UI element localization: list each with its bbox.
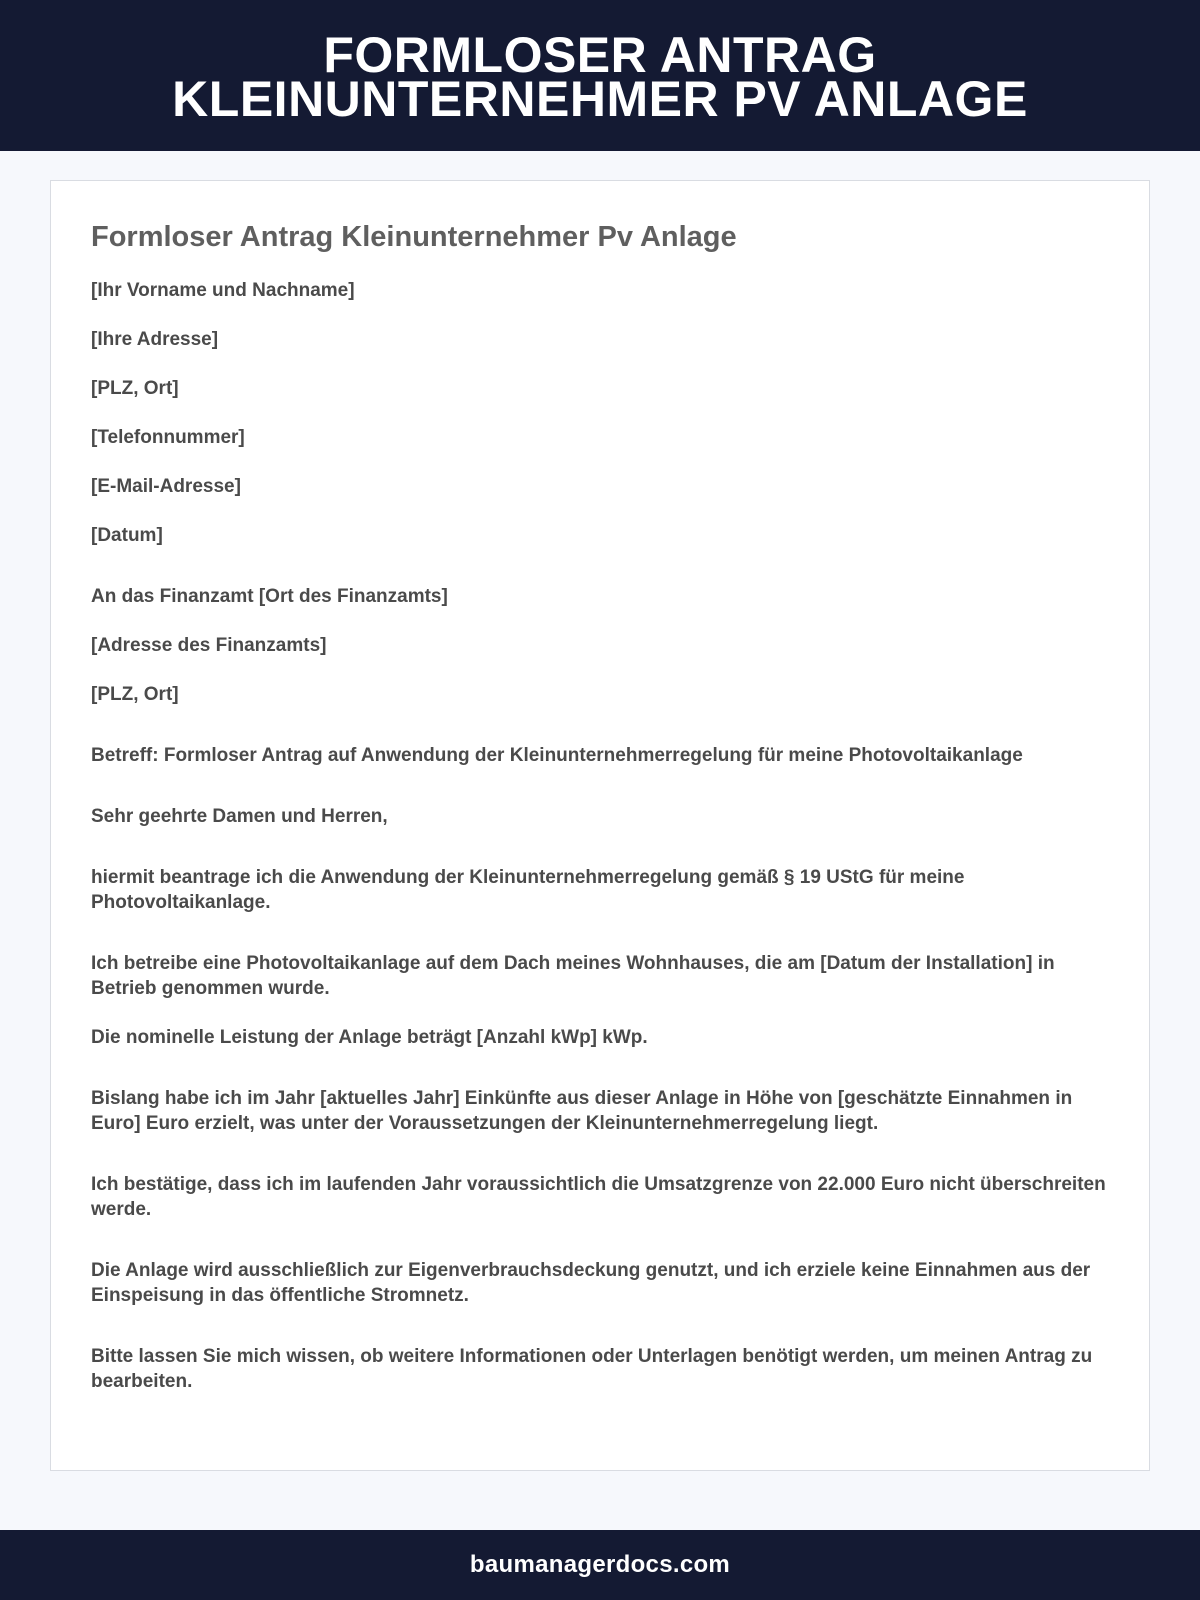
body-paragraph: Bitte lassen Sie mich wissen, ob weitere Informationen oder Unterlagen benötigt werden, um meinen Antrag zu bearbeiten. — [91, 1346, 1093, 1392]
body-paragraph: hiermit beantrage ich die Anwendung der Kleinunternehmerregelung gemäß § 19 UStG für meine Photovoltaikanlage. — [91, 867, 965, 913]
document-card — [50, 180, 1150, 1471]
recipient-address: [Adresse des Finanzamts] — [91, 635, 327, 656]
document-title: Formloser Antrag Kleinunternehmer Pv Anlage — [91, 221, 737, 253]
header-title-line-1: FORMLOSER ANTRAG — [323, 26, 877, 83]
body-paragraph: Die Anlage wird ausschließlich zur Eigenverbrauchsdeckung genutzt, und ich erziele keine Einnahmen aus der Einspeisung in das öffentliche Stromnetz. — [91, 1260, 1091, 1306]
body-paragraph: Bislang habe ich im Jahr [aktuelles Jahr] Einkünfte aus dieser Anlage in Höhe von [geschätzte Einnahmen in Euro] Euro erzielt, was unter der Voraussetzungen der Kleinunternehmerregelung liegt. — [91, 1088, 1073, 1134]
page-footer — [0, 1530, 1200, 1600]
sender-address: [Ihre Adresse] — [91, 329, 219, 350]
footer-site-link[interactable]: baumanagerdocs.com — [469, 1551, 731, 1578]
sender-name: [Ihr Vorname und Nachname] — [91, 280, 355, 301]
page-header — [0, 0, 1200, 151]
body-paragraph: Die nominelle Leistung der Anlage beträgt [Anzahl kWp] kWp. — [91, 1027, 648, 1048]
letter-date: [Datum] — [91, 525, 163, 546]
recipient-city: [PLZ, Ort] — [91, 684, 179, 705]
sender-phone: [Telefonnummer] — [91, 427, 245, 448]
salutation: Sehr geehrte Damen und Herren, — [91, 806, 388, 827]
body-paragraph: Ich bestätige, dass ich im laufenden Jahr voraussichtlich die Umsatzgrenze von 22.000 Euro nicht überschreiten werde. — [91, 1174, 1106, 1220]
recipient-office: An das Finanzamt [Ort des Finanzamts] — [91, 586, 448, 607]
sender-email: [E-Mail-Adresse] — [91, 476, 241, 497]
sender-city: [PLZ, Ort] — [91, 378, 179, 399]
subject-line: Betreff: Formloser Antrag auf Anwendung der Kleinunternehmerregelung für meine Photovoltaikanlage — [91, 745, 1023, 766]
header-title-line-2: KLEINUNTERNEHMER PV ANLAGE — [172, 70, 1028, 127]
body-paragraph: Ich betreibe eine Photovoltaikanlage auf dem Dach meines Wohnhauses, die am [Datum der Installation] in Betrieb genommen wurde. — [91, 953, 1055, 999]
